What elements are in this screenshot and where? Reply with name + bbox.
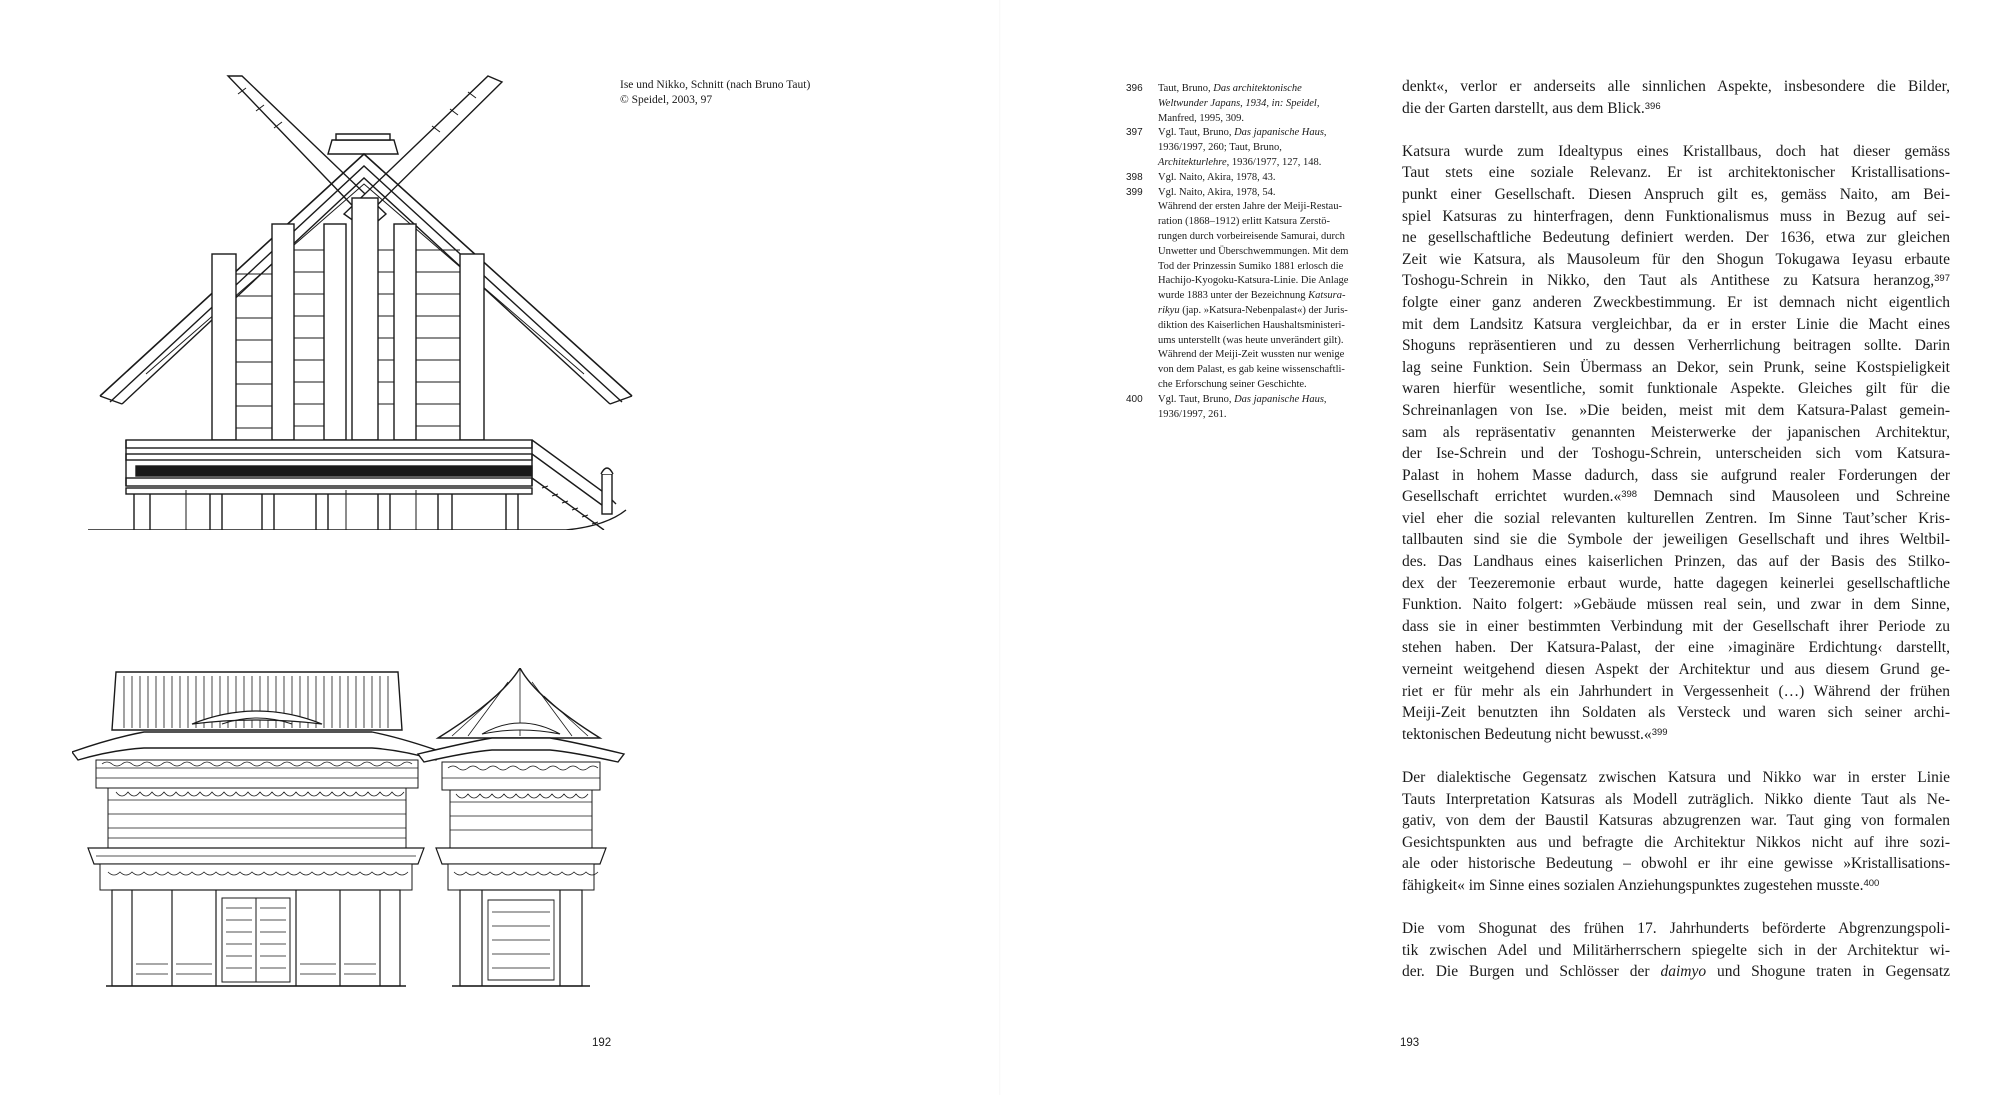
text-line: der Ise-Schrein und der Toshogu-Schrein, unterscheiden sich vom Katsura-	[1402, 445, 1950, 463]
footnote-line: Hachijo-Kyogoku-Katsura-Linie. Die Anlage	[1158, 275, 1349, 287]
footnote-number: 398	[1126, 171, 1143, 183]
text-line: Zeit wie Katsura, als Mausoleum für den Shogun Tokugawa Ieyasu erbaute	[1402, 250, 1950, 268]
footnote-line: rikyu (jap. »Katsura-Nebenpalast«) der Juris-	[1158, 304, 1348, 316]
text-line: ale oder historische Bedeutung – obwohl er ihr eine gewisse »Kristallisations-	[1402, 855, 1950, 873]
text-line: der. Die Burgen und Schlösser der daimyo und Shogune traten in Gegensatz	[1402, 963, 1950, 981]
footnote-line: Während der Meiji-Zeit wussten nur wenige	[1158, 349, 1345, 361]
text-line: dass sie in einer bestimmten Verbindung mit der Gesellschaft ihrer Periode zu	[1402, 617, 1950, 635]
text-line: denkt«, verlor er anderseits alle sinnlichen Aspekte, insbesondere die Bilder,	[1402, 78, 1950, 95]
footnote-line: Vgl. Naito, Akira, 1978, 43.	[1158, 171, 1276, 183]
footnote-number: 400	[1126, 393, 1143, 405]
footnote-line: Vgl. Taut, Bruno, Das japanische Haus,	[1158, 127, 1327, 139]
footnote-line: Manfred, 1995, 309.	[1158, 112, 1245, 124]
text-line: mit dem Landsitz Katsura vergleichbar, da er in erster Linie die Macht eines	[1402, 315, 1950, 333]
text-line: riet er für mehr als ein Jahrhundert in Vergessenheit (…) Während der frühen	[1402, 682, 1950, 700]
text-line: dex der Teezeremonie erbaut wurde, hatte dagegen keinerlei gesellschaftliche	[1402, 574, 1950, 592]
main-body-text	[1402, 76, 1950, 1005]
text-line: Katsura wurde zum Idealtypus eines Kristallbaus, doch hat dieser gemäss	[1402, 142, 1950, 160]
nikko-gate-elevation-drawings	[72, 668, 702, 990]
text-line: viel eher die sozial relevanten kulturellen Zentren. Im Sinne Taut’scher Kris-	[1402, 509, 1950, 527]
text-line: lag seine Funktion. Sein Übermass an Dekor, sein Prunk, seine Kostspieligkeit	[1402, 358, 1950, 376]
text-line: des. Das Landhaus eines kaiserlichen Prinzen, das auf der Basis des Stilko-	[1402, 553, 1950, 571]
text-line: gativ, von dem der Baustil Katsuras abzugrenzen war. Taut ging von formalen	[1402, 812, 1950, 830]
footnote-reference[interactable]: 396	[1644, 100, 1661, 112]
footnote-line: Vgl. Taut, Bruno, Das japanische Haus,	[1158, 393, 1327, 405]
footnote-line: rungen durch vorbeireisende Samurai, durch	[1158, 230, 1345, 242]
ground-line	[88, 510, 626, 530]
footnote-line: Taut, Bruno, Das architektonische	[1158, 83, 1302, 94]
text-line: Tauts Interpretation Katsuras als Modell zuträglich. Nikko diente Taut als Ne-	[1402, 790, 1950, 808]
text-line: Palast in hohem Masse dadurch, dass sie aufgrund realer Forderungen der	[1402, 466, 1950, 484]
text-line: Taut stets eine soziale Relevanz. Er ist architektonischer Kristallisations-	[1402, 164, 1950, 182]
nikko-gate-side-elevation	[418, 668, 624, 986]
text-line: Meiji-Zeit benutzten ihn Soldaten als Versteck und waren sich seiner archi-	[1402, 704, 1950, 722]
footnote-reference[interactable]: 399	[1651, 726, 1668, 738]
footnote-line: Während der ersten Jahre der Meiji-Restau-	[1158, 201, 1342, 213]
text-line: Shoguns repräsentieren und zu dessen Verherrlichung beitragen sollte. Darin	[1402, 337, 1950, 355]
caption-line: © Speidel, 2003, 97	[620, 94, 713, 106]
paragraph-3	[1402, 767, 1950, 897]
footnote-line: Weltwunder Japans, 1934, in: Speidel,	[1158, 97, 1320, 109]
footnote-number: 399	[1126, 186, 1143, 198]
ise-shrine-section-drawing	[86, 74, 642, 530]
footnote-399	[1126, 186, 1376, 393]
wall-boarding	[212, 198, 484, 440]
text-line: Gesellschaft errichtet wurden.«$^{398}$ Demnach sind Mausoleen und Schreine	[1402, 488, 1950, 506]
text-line: punkt einer Gesellschaft. Diesen Anspruch gilt es, gemäss Naito, am Bei-	[1402, 185, 1950, 203]
text-line: Toshogu-Schrein in Nikko, den Taut als Antithese zu Katsura heranzog,$^{397}$	[1402, 272, 1950, 290]
text-line: Schreinanlagen von Ise. »Die beiden, meist mit dem Katsura-Palast gemein-	[1402, 401, 1950, 419]
footnote-line: von dem Palast, es gab keine wissenschaftli-	[1158, 364, 1345, 376]
footnote-reference[interactable]: 400	[1863, 877, 1880, 889]
text-line: fähigkeit« im Sinne eines sozialen Anziehungspunktes zugestehen musste.$^{400}$	[1402, 876, 1880, 894]
entrance-stairs	[532, 440, 616, 530]
footnote-line: wurde 1883 unter der Bezeichnung Katsura-	[1158, 290, 1346, 302]
footnote-line: Vgl. Naito, Akira, 1978, 54.	[1158, 186, 1276, 198]
page-number-left: 192	[592, 1037, 612, 1049]
figure-caption	[620, 78, 880, 108]
footnotes	[1126, 82, 1376, 422]
text-line: folgte einer ganz anderen Zweckbestimmung. Er ist demnach nicht eigentlich	[1402, 293, 1950, 311]
text-line: Funktion. Naito folgert: »Gebäude müssen real sein, und zwar in dem Sinne,	[1402, 596, 1950, 614]
footnote-line: Unwetter und Überschwemmungen. Mit dem	[1158, 245, 1349, 257]
footnote-line: 1936/1997, 261.	[1158, 408, 1227, 420]
text-line: Die vom Shogunat des frühen 17. Jahrhunderts beförderte Abgrenzungspoli-	[1402, 920, 1950, 938]
text-line: tallbauten sind sie die Symbole der jeweiligen Gesellschaft und ihres Weltbil-	[1402, 531, 1950, 549]
paragraph-2	[1402, 141, 1950, 746]
footnote-397	[1126, 126, 1376, 170]
footnote-line: che Erforschung seiner Geschichte.	[1158, 378, 1307, 390]
footnote-number: 396	[1126, 83, 1143, 94]
text-line: Der dialektische Gegensatz zwischen Katsura und Nikko war in erster Linie	[1402, 769, 1950, 786]
footnote-reference[interactable]: 397	[1934, 273, 1950, 285]
footnote-number: 397	[1126, 127, 1143, 139]
floor-stilts	[134, 490, 518, 530]
caption-line: Ise und Nikko, Schnitt (nach Bruno Taut)	[620, 79, 811, 91]
text-line: tik zwischen Adel und Militärherrschern spiegelte sich in der Architektur wi-	[1402, 941, 1950, 959]
paragraph-1	[1402, 76, 1950, 119]
footnote-line: ums unterstellt (was heute unverändert gilt).	[1158, 334, 1344, 346]
footnote-398	[1126, 171, 1376, 186]
text-line: stehen haben. Der Katsura-Palast, der eine ›imaginäre Erdichtung‹ darstellt,	[1402, 639, 1950, 657]
footnote-line: diktion des Kaiserlichen Haushaltsministeri-	[1158, 319, 1345, 331]
footnote-line: Tod der Prinzessin Sumiko 1881 erlosch die	[1158, 260, 1344, 272]
text-line: tektonischen Bedeutung nicht bewusst.«$^{399}$	[1402, 725, 1668, 743]
footnote-line: 1936/1997, 260; Taut, Bruno,	[1158, 142, 1282, 154]
footnote-396	[1126, 82, 1376, 126]
footnote-line: Architekturlehre, 1936/1977, 127, 148.	[1158, 156, 1322, 168]
text-line: sam als repräsentativ genannten Meisterwerke der japanischen Architektur,	[1402, 423, 1950, 441]
text-line: Gesichtspunkten aus und befragte die Architektur Nikkos nicht auf ihre sozi-	[1402, 833, 1950, 851]
footnote-line: ration (1868–1912) erlitt Katsura Zerstö-	[1158, 216, 1331, 228]
footnote-reference[interactable]: 398	[1621, 489, 1638, 501]
page-number-right: 193	[1400, 1037, 1420, 1049]
paragraph-4	[1402, 918, 1950, 983]
footnote-400	[1126, 393, 1376, 423]
text-line: verneint weitgehend diesen Aspekt der Architektur und aus diesem Grund ge-	[1402, 661, 1950, 679]
nikko-gate-front-elevation	[72, 672, 442, 986]
veranda-railing	[126, 440, 532, 494]
text-line: die der Garten darstellt, aus dem Blick.$^{396}$	[1402, 99, 1661, 117]
text-line: waren hierfür wesentliche, somit funktionale Aspekte. Gleiches gilt für die	[1402, 380, 1950, 398]
text-line: ne gesellschaftliche Bedeutung definiert werden. Der 1636, etwa zur gleichen	[1402, 229, 1950, 247]
text-line: spiel Katsuras zu hinterfragen, denn Funktionalismus muss in Bezug auf sei-	[1402, 207, 1950, 225]
